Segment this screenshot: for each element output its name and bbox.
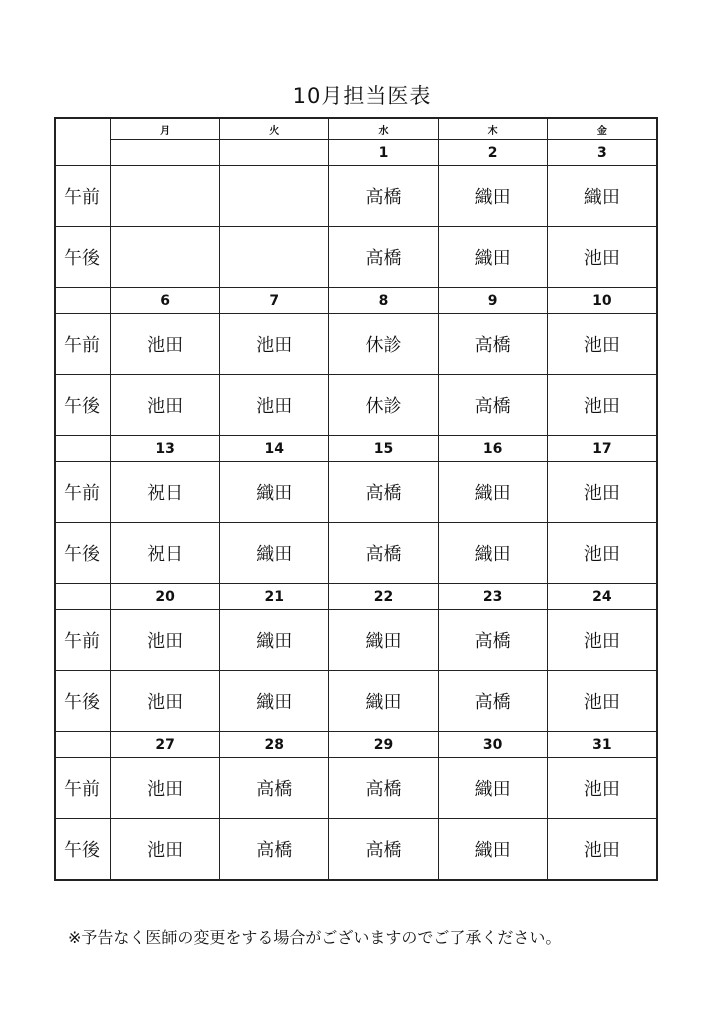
afternoon-label: 午後 xyxy=(56,523,111,584)
doctor-cell: 池田 xyxy=(111,375,220,436)
morning-row xyxy=(56,166,657,227)
doctor-cell: 池田 xyxy=(111,314,220,375)
doctor-cell: 休診 xyxy=(329,314,438,375)
morning-row xyxy=(56,314,657,375)
morning-row xyxy=(56,610,657,671)
afternoon-label: 午後 xyxy=(56,227,111,288)
morning-label: 午前 xyxy=(56,314,111,375)
doctor-cell: 池田 xyxy=(220,375,329,436)
doctor-cell: 池田 xyxy=(547,671,656,732)
doctor-cell: 祝日 xyxy=(111,523,220,584)
date-cell: 9 xyxy=(438,288,547,314)
date-cell xyxy=(220,140,329,166)
doctor-cell: 織田 xyxy=(438,523,547,584)
date-cell: 24 xyxy=(547,584,656,610)
date-cell: 20 xyxy=(111,584,220,610)
date-cell: 22 xyxy=(329,584,438,610)
doctor-cell: 池田 xyxy=(111,671,220,732)
date-cell: 13 xyxy=(111,436,220,462)
date-row xyxy=(56,288,657,314)
date-cell: 15 xyxy=(329,436,438,462)
doctor-cell: 織田 xyxy=(220,523,329,584)
date-cell: 2 xyxy=(438,140,547,166)
doctor-cell: 池田 xyxy=(547,462,656,523)
afternoon-row xyxy=(56,523,657,584)
doctor-cell xyxy=(220,227,329,288)
schedule-table xyxy=(55,118,657,880)
page-title: 10月担当医表 xyxy=(292,84,432,108)
doctor-cell xyxy=(111,166,220,227)
date-cell: 29 xyxy=(329,732,438,758)
date-row-label-cell xyxy=(56,288,111,314)
date-cell: 23 xyxy=(438,584,547,610)
doctor-cell: 高橋 xyxy=(438,610,547,671)
doctor-cell: 織田 xyxy=(438,166,547,227)
weekday-header: 月 xyxy=(111,119,220,140)
date-cell: 3 xyxy=(547,140,656,166)
date-cell: 28 xyxy=(220,732,329,758)
date-cell: 30 xyxy=(438,732,547,758)
doctor-cell: 高橋 xyxy=(220,819,329,880)
doctor-cell: 高橋 xyxy=(438,671,547,732)
date-cell: 16 xyxy=(438,436,547,462)
doctor-cell: 織田 xyxy=(547,166,656,227)
afternoon-label: 午後 xyxy=(56,375,111,436)
doctor-cell: 織田 xyxy=(329,671,438,732)
doctor-cell: 高橋 xyxy=(438,375,547,436)
doctor-cell: 織田 xyxy=(438,462,547,523)
doctor-cell xyxy=(220,166,329,227)
doctor-cell: 池田 xyxy=(547,610,656,671)
doctor-cell: 織田 xyxy=(438,227,547,288)
doctor-cell: 池田 xyxy=(220,314,329,375)
doctor-cell: 池田 xyxy=(111,758,220,819)
doctor-cell xyxy=(111,227,220,288)
date-row-label-cell xyxy=(56,584,111,610)
doctor-cell: 池田 xyxy=(111,610,220,671)
doctor-cell: 織田 xyxy=(438,758,547,819)
doctor-cell: 織田 xyxy=(438,819,547,880)
date-cell: 21 xyxy=(220,584,329,610)
doctor-cell: 池田 xyxy=(547,523,656,584)
morning-label: 午前 xyxy=(56,610,111,671)
date-cell: 14 xyxy=(220,436,329,462)
date-row xyxy=(56,732,657,758)
date-cell: 6 xyxy=(111,288,220,314)
date-cell: 27 xyxy=(111,732,220,758)
date-row xyxy=(56,140,657,166)
afternoon-label: 午後 xyxy=(56,819,111,880)
date-cell: 17 xyxy=(547,436,656,462)
date-cell: 10 xyxy=(547,288,656,314)
morning-label: 午前 xyxy=(56,166,111,227)
date-cell: 8 xyxy=(329,288,438,314)
morning-row xyxy=(56,758,657,819)
weekday-header-row xyxy=(56,119,657,140)
footer-note: ※予告なく医師の変更をする場合がございますのでご了承ください。 xyxy=(68,928,562,947)
date-row-label-cell xyxy=(56,732,111,758)
date-cell: 1 xyxy=(329,140,438,166)
doctor-cell: 高橋 xyxy=(329,462,438,523)
doctor-cell: 高橋 xyxy=(329,227,438,288)
afternoon-row xyxy=(56,227,657,288)
doctor-cell: 池田 xyxy=(547,819,656,880)
doctor-cell: 高橋 xyxy=(438,314,547,375)
doctor-cell: 池田 xyxy=(547,375,656,436)
afternoon-row xyxy=(56,375,657,436)
afternoon-row xyxy=(56,819,657,880)
doctor-cell: 織田 xyxy=(329,610,438,671)
doctor-cell: 池田 xyxy=(547,314,656,375)
doctor-cell: 織田 xyxy=(220,671,329,732)
weekday-header: 水 xyxy=(329,119,438,140)
afternoon-row xyxy=(56,671,657,732)
morning-label: 午前 xyxy=(56,462,111,523)
date-cell xyxy=(111,140,220,166)
doctor-cell: 池田 xyxy=(547,227,656,288)
date-row xyxy=(56,584,657,610)
date-row xyxy=(56,436,657,462)
doctor-cell: 休診 xyxy=(329,375,438,436)
doctor-cell: 池田 xyxy=(547,758,656,819)
weekday-header: 火 xyxy=(220,119,329,140)
doctor-cell: 高橋 xyxy=(329,166,438,227)
doctor-cell: 織田 xyxy=(220,610,329,671)
doctor-cell: 高橋 xyxy=(329,758,438,819)
weekday-header: 木 xyxy=(438,119,547,140)
date-cell: 7 xyxy=(220,288,329,314)
corner-cell xyxy=(56,119,111,166)
doctor-cell: 高橋 xyxy=(220,758,329,819)
date-cell: 31 xyxy=(547,732,656,758)
morning-label: 午前 xyxy=(56,758,111,819)
doctor-cell: 祝日 xyxy=(111,462,220,523)
doctor-cell: 高橋 xyxy=(329,819,438,880)
weekday-header: 金 xyxy=(547,119,656,140)
afternoon-label: 午後 xyxy=(56,671,111,732)
doctor-cell: 池田 xyxy=(111,819,220,880)
date-row-label-cell xyxy=(56,436,111,462)
morning-row xyxy=(56,462,657,523)
doctor-cell: 織田 xyxy=(220,462,329,523)
doctor-cell: 高橋 xyxy=(329,523,438,584)
